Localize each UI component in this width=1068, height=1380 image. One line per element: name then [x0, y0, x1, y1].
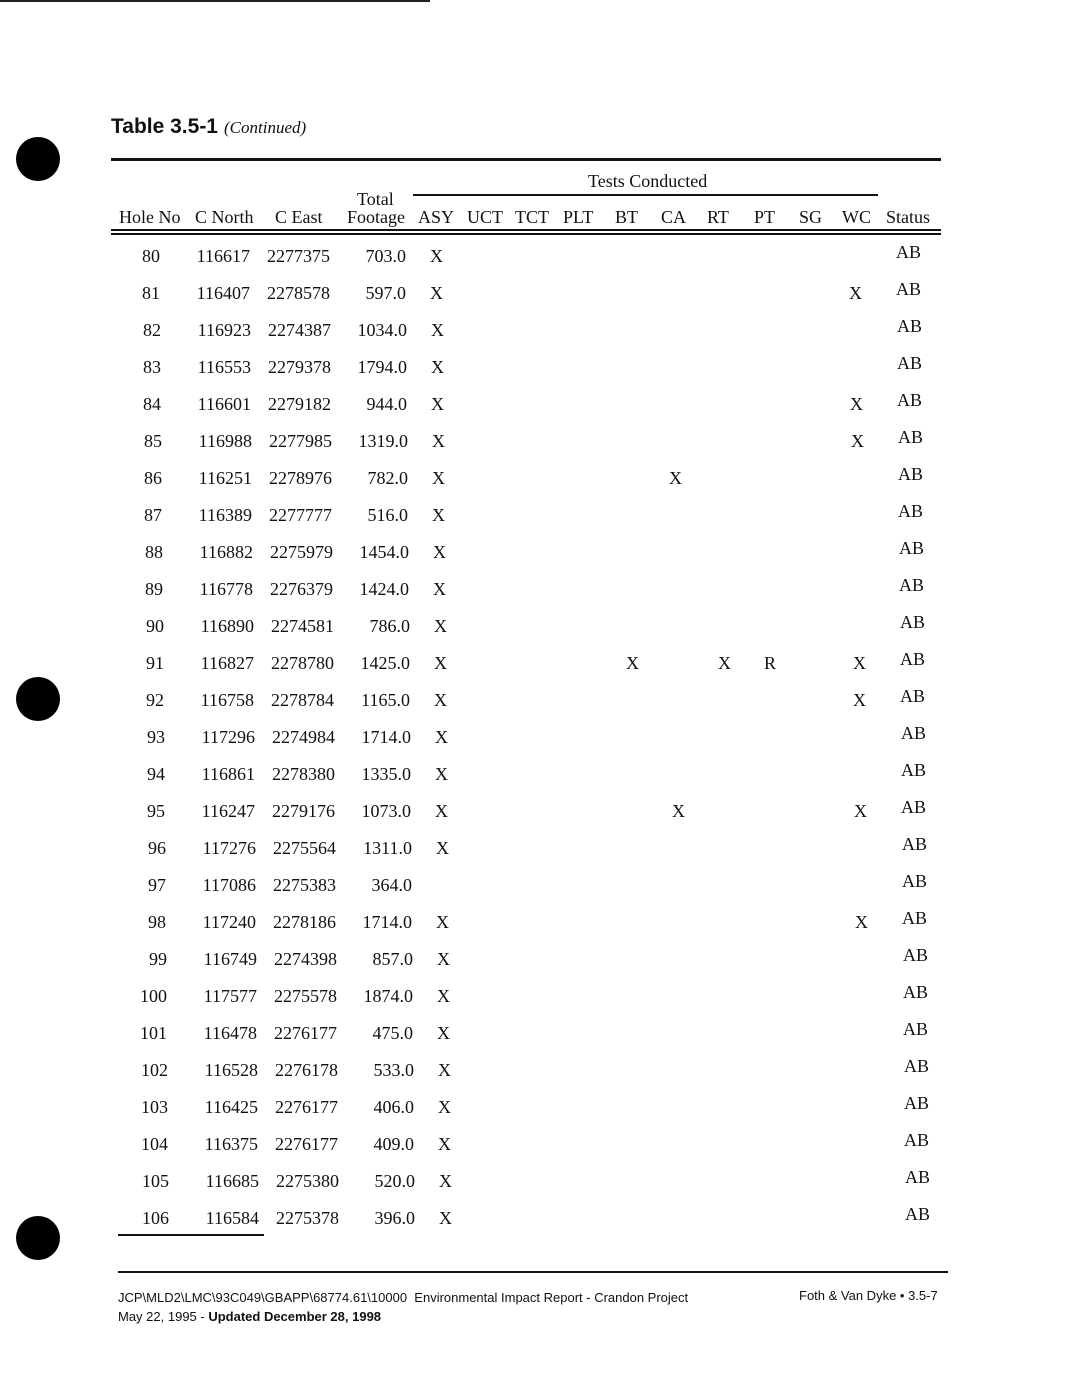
cell-footage: 406.0	[373, 1097, 414, 1117]
cell-east: 2279378	[268, 357, 331, 377]
cell-east: 2275578	[274, 986, 337, 1006]
footer-path-line	[118, 1290, 688, 1305]
cell-status: AB	[901, 723, 927, 743]
cell-footage: 1073.0	[361, 801, 411, 821]
cell-hole: 85	[144, 431, 162, 451]
cell-north: 116861	[201, 764, 255, 784]
column-header-wc: WC	[842, 207, 871, 227]
cell-hole: 105	[142, 1171, 169, 1191]
cell-hole: 101	[140, 1023, 167, 1043]
cell-asy: X	[435, 764, 448, 784]
header-rule-1	[111, 229, 941, 231]
cell-north: 116685	[205, 1171, 259, 1191]
footer-date: May 22, 1995 -	[118, 1309, 209, 1324]
cell-ca: X	[669, 468, 682, 488]
cell-footage: 1311.0	[363, 838, 412, 858]
cell-east: 2275380	[276, 1171, 339, 1191]
cell-north: 116478	[203, 1023, 257, 1043]
cell-north: 116407	[196, 283, 250, 303]
cell-footage: 1424.0	[359, 579, 409, 599]
cell-status: AB	[903, 1019, 929, 1039]
cell-north: 116247	[201, 801, 255, 821]
cell-east: 2278784	[271, 690, 334, 710]
cell-asy: X	[434, 690, 447, 710]
column-header-footage: Footage	[347, 207, 405, 227]
cell-status: AB	[899, 575, 925, 595]
cell-east: 2275378	[276, 1208, 339, 1228]
cell-north: 116758	[200, 690, 254, 710]
cell-east: 2275564	[273, 838, 336, 858]
cell-asy: X	[436, 912, 449, 932]
cell-north: 116617	[196, 246, 250, 266]
footer-date-line	[118, 1309, 381, 1324]
footer-report: Environmental Impact Report - Crandon Project	[414, 1290, 689, 1305]
cell-footage: 1714.0	[362, 912, 412, 932]
cell-status: AB	[903, 945, 929, 965]
cell-asy: X	[437, 949, 450, 969]
column-header-c-east: C East	[275, 207, 323, 227]
cell-asy: X	[432, 431, 445, 451]
cell-hole: 106	[142, 1208, 169, 1228]
cell-hole: 86	[144, 468, 162, 488]
cell-ca: X	[672, 801, 685, 821]
cell-hole: 81	[142, 283, 160, 303]
cell-status: AB	[896, 279, 922, 299]
column-header-sg: SG	[799, 207, 823, 227]
binder-hole-bottom	[16, 1216, 60, 1260]
table-end-rule	[118, 1234, 264, 1236]
cell-east: 2275383	[273, 875, 336, 895]
cell-footage: 857.0	[372, 949, 413, 969]
cell-bt: X	[626, 653, 639, 673]
cell-status: AB	[902, 908, 928, 928]
cell-hole: 90	[146, 616, 164, 636]
column-header-asy: ASY	[418, 207, 455, 227]
cell-east: 2277375	[267, 246, 330, 266]
table-title-main: Table 3.5-1	[111, 115, 218, 138]
cell-footage: 786.0	[369, 616, 410, 636]
cell-north: 116923	[197, 320, 251, 340]
cell-asy: X	[431, 394, 444, 414]
cell-status: AB	[900, 649, 926, 669]
cell-east: 2276177	[275, 1134, 338, 1154]
cell-hole: 97	[148, 875, 166, 895]
footer-updated: Updated December 28, 1998	[208, 1309, 382, 1324]
cell-status: AB	[897, 390, 923, 410]
total-heading: Total	[357, 189, 394, 209]
cell-north: 116584	[205, 1208, 259, 1228]
cell-hole: 84	[143, 394, 161, 414]
cell-status: AB	[901, 797, 927, 817]
footer-path: JCP\MLD2\LMC\93C049\GBAPP\68774.61\10000	[118, 1290, 408, 1305]
column-header-tct: TCT	[515, 207, 549, 227]
column-header-c-north: C North	[195, 207, 254, 227]
cell-asy: X	[431, 320, 444, 340]
binder-hole-top	[16, 137, 60, 181]
cell-east: 2277985	[269, 431, 332, 451]
cell-east: 2278780	[271, 653, 334, 673]
cell-footage: 703.0	[365, 246, 406, 266]
cell-north: 116890	[200, 616, 254, 636]
cell-asy: X	[432, 468, 445, 488]
cell-east: 2278380	[272, 764, 335, 784]
cell-rt: X	[718, 653, 731, 673]
cell-asy: X	[438, 1134, 451, 1154]
scan-edge-line	[0, 0, 430, 2]
cell-status: AB	[897, 316, 923, 336]
cell-footage: 782.0	[367, 468, 408, 488]
cell-asy: X	[439, 1171, 452, 1191]
cell-footage: 1165.0	[361, 690, 410, 710]
cell-footage: 1714.0	[361, 727, 411, 747]
column-header-ca: CA	[661, 207, 687, 227]
column-header-rt: RT	[707, 207, 729, 227]
cell-asy: X	[432, 505, 445, 525]
cell-status: AB	[898, 501, 924, 521]
cell-hole: 98	[148, 912, 166, 932]
cell-east: 2278976	[269, 468, 332, 488]
cell-hole: 93	[147, 727, 165, 747]
cell-east: 2276177	[275, 1097, 338, 1117]
cell-status: AB	[902, 834, 928, 854]
cell-footage: 475.0	[372, 1023, 413, 1043]
cell-hole: 103	[141, 1097, 168, 1117]
cell-footage: 533.0	[373, 1060, 414, 1080]
cell-east: 2278578	[267, 283, 330, 303]
footer-rule	[118, 1271, 948, 1273]
cell-north: 116528	[204, 1060, 258, 1080]
cell-hole: 102	[141, 1060, 168, 1080]
cell-north: 116778	[199, 579, 253, 599]
cell-asy: X	[433, 542, 446, 562]
cell-footage: 1034.0	[357, 320, 407, 340]
cell-footage: 1454.0	[359, 542, 409, 562]
cell-pt: R	[764, 653, 777, 673]
cell-hole: 104	[141, 1134, 168, 1154]
cell-asy: X	[430, 246, 443, 266]
tests-conducted-rule	[413, 194, 878, 196]
cell-east: 2274581	[271, 616, 334, 636]
cell-footage: 944.0	[366, 394, 407, 414]
cell-status: AB	[896, 242, 922, 262]
cell-north: 116425	[204, 1097, 258, 1117]
cell-footage: 409.0	[373, 1134, 414, 1154]
cell-asy: X	[439, 1208, 452, 1228]
column-header-hole-no: Hole No	[119, 207, 181, 227]
cell-east: 2276177	[274, 1023, 337, 1043]
cell-asy: X	[436, 838, 449, 858]
cell-hole: 82	[143, 320, 161, 340]
table-title	[111, 115, 306, 139]
header-rule-2	[111, 233, 941, 235]
tests-conducted-heading: Tests Conducted	[588, 171, 708, 191]
cell-footage: 1794.0	[357, 357, 407, 377]
cell-footage: 396.0	[374, 1208, 415, 1228]
cell-status: AB	[904, 1093, 930, 1113]
cell-status: AB	[902, 871, 928, 891]
cell-footage: 1425.0	[360, 653, 410, 673]
cell-east: 2276379	[270, 579, 333, 599]
cell-hole: 92	[146, 690, 164, 710]
cell-footage: 1874.0	[363, 986, 413, 1006]
cell-east: 2279182	[268, 394, 331, 414]
cell-status: AB	[899, 538, 925, 558]
column-header-pt: PT	[754, 207, 776, 227]
binder-hole-middle	[16, 677, 60, 721]
cell-hole: 91	[146, 653, 164, 673]
cell-hole: 88	[145, 542, 163, 562]
cell-east: 2278186	[273, 912, 336, 932]
cell-north: 117577	[203, 986, 257, 1006]
cell-status: AB	[897, 353, 923, 373]
cell-asy: X	[437, 1023, 450, 1043]
cell-asy: X	[435, 727, 448, 747]
cell-east: 2274398	[274, 949, 337, 969]
cell-status: AB	[900, 686, 926, 706]
cell-hole: 87	[144, 505, 162, 525]
cell-north: 116553	[197, 357, 251, 377]
cell-wc: X	[849, 283, 862, 303]
cell-north: 117276	[202, 838, 256, 858]
cell-north: 117086	[202, 875, 256, 895]
cell-asy: X	[438, 1060, 451, 1080]
cell-footage: 516.0	[367, 505, 408, 525]
column-header-plt: PLT	[563, 207, 594, 227]
cell-status: AB	[904, 1056, 930, 1076]
cell-footage: 520.0	[374, 1171, 415, 1191]
cell-hole: 83	[143, 357, 161, 377]
cell-footage: 364.0	[371, 875, 412, 895]
cell-asy: X	[434, 616, 447, 636]
cell-north: 117240	[202, 912, 256, 932]
cell-east: 2274984	[272, 727, 335, 747]
cell-asy: X	[434, 653, 447, 673]
cell-status: AB	[898, 427, 924, 447]
cell-footage: 1319.0	[358, 431, 408, 451]
cell-asy: X	[438, 1097, 451, 1117]
cell-north: 116827	[200, 653, 254, 673]
table-top-rule	[111, 158, 941, 161]
cell-asy: X	[437, 986, 450, 1006]
column-header-status: Status	[886, 207, 931, 227]
cell-north: 116882	[199, 542, 253, 562]
cell-north: 116749	[203, 949, 257, 969]
cell-north: 116375	[204, 1134, 258, 1154]
cell-asy: X	[430, 283, 443, 303]
cell-wc: X	[853, 690, 866, 710]
column-header-bt: BT	[615, 207, 639, 227]
cell-wc: X	[850, 394, 863, 414]
cell-footage: 1335.0	[361, 764, 411, 784]
cell-north: 116389	[198, 505, 252, 525]
cell-asy: X	[433, 579, 446, 599]
cell-east: 2274387	[268, 320, 331, 340]
cell-hole: 99	[149, 949, 167, 969]
cell-hole: 80	[142, 246, 160, 266]
cell-status: AB	[905, 1204, 931, 1224]
cell-asy: X	[435, 801, 448, 821]
cell-hole: 100	[140, 986, 167, 1006]
cell-status: AB	[900, 612, 926, 632]
cell-hole: 95	[147, 801, 165, 821]
cell-wc: X	[851, 431, 864, 451]
cell-north: 116251	[198, 468, 252, 488]
cell-hole: 94	[147, 764, 165, 784]
cell-hole: 96	[148, 838, 166, 858]
cell-east: 2275979	[270, 542, 333, 562]
cell-north: 117296	[201, 727, 255, 747]
footer-page-number: Foth & Van Dyke • 3.5-7	[799, 1288, 938, 1303]
cell-north: 116601	[197, 394, 251, 414]
cell-status: AB	[898, 464, 924, 484]
cell-status: AB	[904, 1130, 930, 1150]
cell-wc: X	[854, 801, 867, 821]
cell-asy: X	[431, 357, 444, 377]
cell-footage: 597.0	[365, 283, 406, 303]
cell-east: 2279176	[272, 801, 335, 821]
cell-east: 2276178	[275, 1060, 338, 1080]
cell-status: AB	[905, 1167, 931, 1187]
table-title-continued: (Continued)	[224, 118, 307, 137]
column-header-uct: UCT	[467, 207, 503, 227]
cell-status: AB	[901, 760, 927, 780]
cell-wc: X	[853, 653, 866, 673]
cell-hole: 89	[145, 579, 163, 599]
cell-wc: X	[855, 912, 868, 932]
cell-north: 116988	[198, 431, 252, 451]
cell-east: 2277777	[269, 505, 332, 525]
cell-status: AB	[903, 982, 929, 1002]
